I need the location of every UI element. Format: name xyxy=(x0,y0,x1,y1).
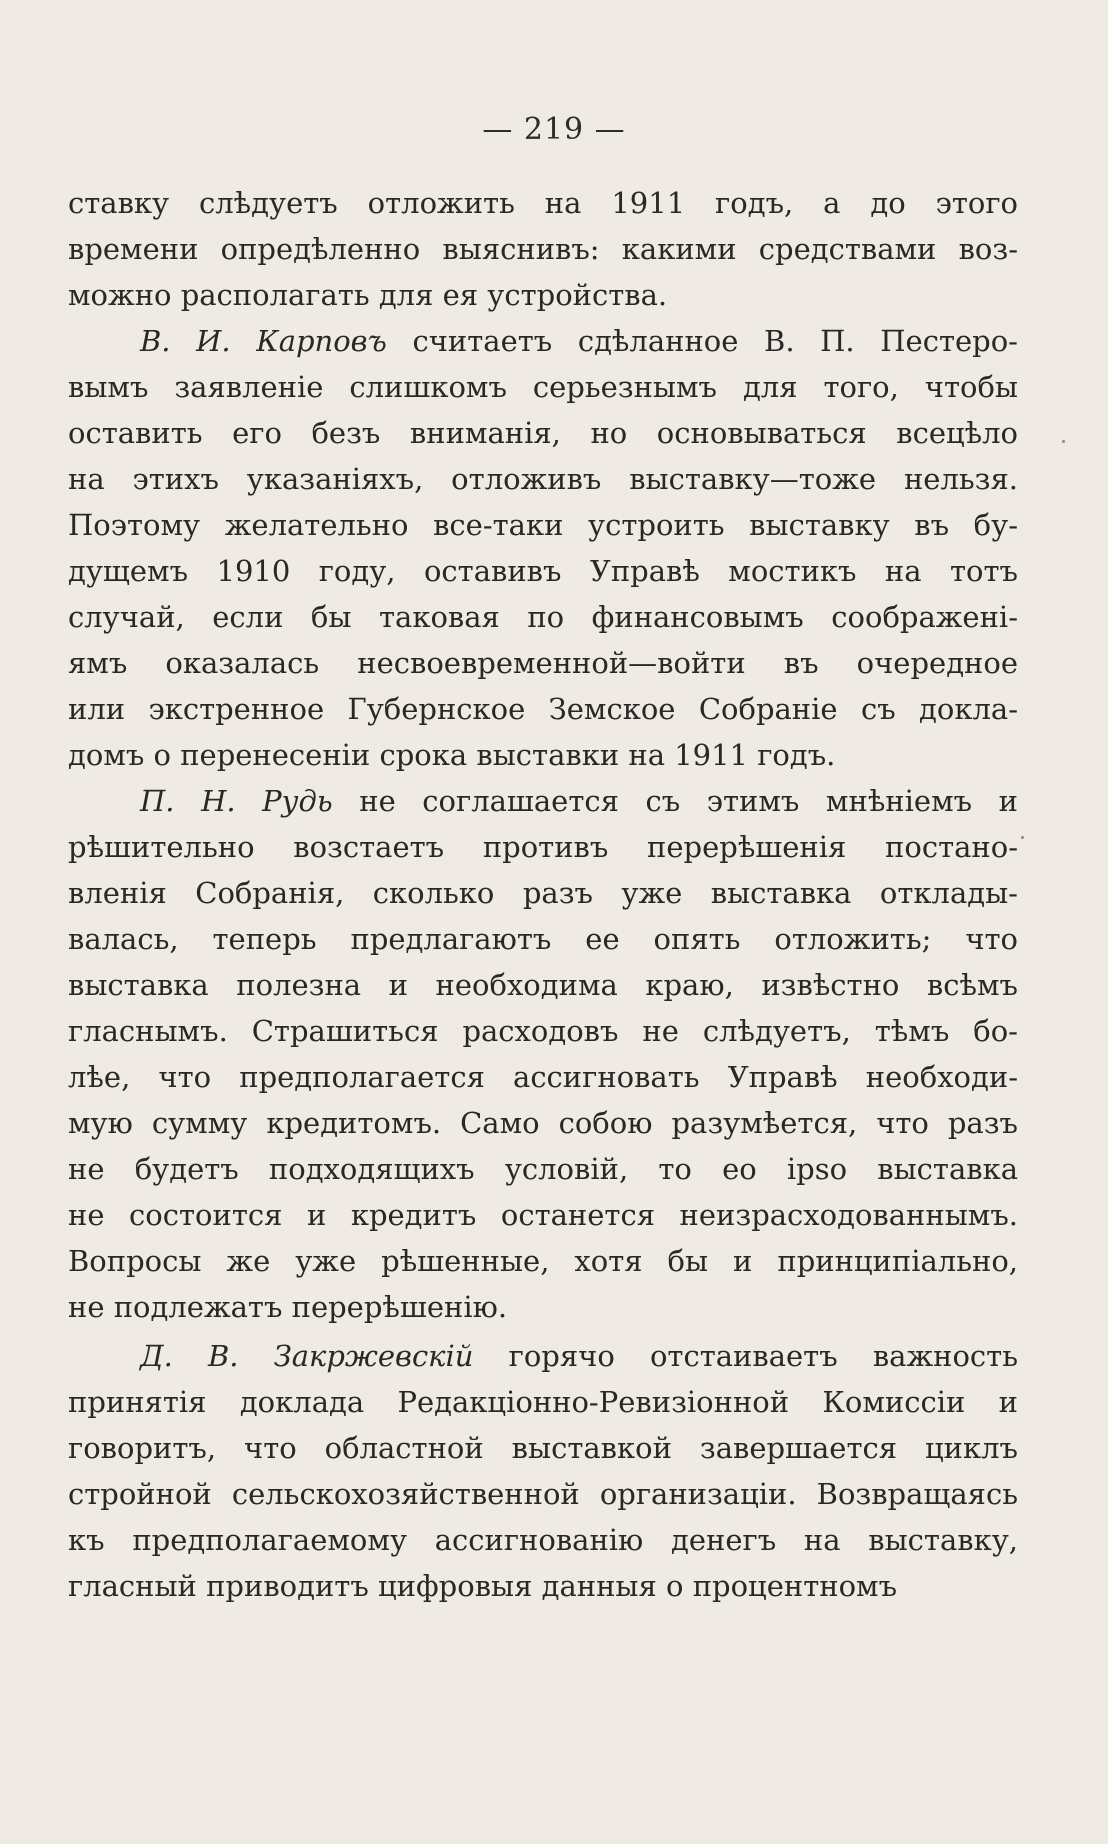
text-line: домъ о перенесеніи срока выставки на 1911 годъ. xyxy=(68,738,836,772)
speaker-name: П. Н. Рудь xyxy=(140,784,333,818)
text-line: Поэтому желательно все-таки устроить выставку въ бу- xyxy=(68,508,1018,542)
text-line: можно располагать для ея устройства. xyxy=(68,278,668,312)
text-line: выставка полезна и необходима краю, извѣстно всѣмъ xyxy=(68,968,1018,1002)
text-line: гласнымъ. Страшиться расходовъ не слѣдуетъ, тѣмъ бо- xyxy=(68,1014,1018,1048)
text-line: оставить его безъ вниманія, но основываться всецѣло xyxy=(68,416,1018,450)
paper-speck xyxy=(1062,440,1065,443)
text-line: случай, если бы таковая по финансовымъ соображені- xyxy=(68,600,1018,634)
paragraph-first-line xyxy=(68,318,1018,364)
text-line: ставку слѣдуетъ отложить на 1911 годъ, а до этого xyxy=(68,186,1018,220)
text-line: не будетъ подходящихъ условій, то eo ipso выставка xyxy=(68,1152,1018,1186)
text-span: горячо отстаиваетъ важность xyxy=(473,1339,1018,1373)
text-line: ямъ оказалась несвоевременной—войти въ очередное xyxy=(68,646,1018,680)
text-line: гласный приводитъ цифровыя данныя о процентномъ xyxy=(68,1569,898,1603)
text-line: рѣшительно возстаетъ противъ перерѣшенія постано- xyxy=(68,830,1018,864)
text-span: не соглашается съ этимъ мнѣніемъ и xyxy=(332,784,1018,818)
text-line: вымъ заявленіе слишкомъ серьезнымъ для того, чтобы xyxy=(68,370,1018,404)
text-line: принятія доклада Редакціонно-Ревизіонной Комиссіи и xyxy=(68,1385,1018,1419)
paragraph-first-line xyxy=(68,778,1018,824)
text-line: лѣе, что предполагается ассигновать Управѣ необходи- xyxy=(68,1060,1018,1094)
text-line: не подлежатъ перерѣшенію. xyxy=(68,1290,508,1324)
text-line: къ предполагаемому ассигнованію денегъ на выставку, xyxy=(68,1523,1018,1557)
text-line: стройной сельскохозяйственной организаціи. Возвращаясь xyxy=(68,1477,1018,1511)
text-line: мую сумму кредитомъ. Само собою разумѣется, что разъ xyxy=(68,1106,1018,1140)
text-line: не состоится и кредитъ останется неизрасходованнымъ. xyxy=(68,1198,1018,1232)
text-line: говоритъ, что областной выставкой завершается циклъ xyxy=(68,1431,1018,1465)
text-line: вленія Собранія, сколько разъ уже выставка отклады- xyxy=(68,876,1018,910)
text-span: считаетъ сдѣланное В. П. Пестеро- xyxy=(386,324,1018,358)
page-number: — 219 — xyxy=(482,112,626,147)
text-line: на этихъ указаніяхъ, отложивъ выставку—тоже нельзя. xyxy=(68,462,1018,496)
speaker-name: Д. В. Закржевскій xyxy=(140,1339,474,1373)
text-line: Вопросы же уже рѣшенные, хотя бы и принципіально, xyxy=(68,1244,1018,1278)
text-line: валась, теперь предлагаютъ ее опять отложить; что xyxy=(68,922,1018,956)
text-line: времени опредѣленно выяснивъ: какими средствами воз- xyxy=(68,232,1018,266)
text-line: или экстренное Губернское Земское Собраніе съ доклa- xyxy=(68,692,1018,726)
body-text xyxy=(68,180,1018,1609)
paragraph-first-line xyxy=(68,1333,1018,1379)
speaker-name: В. И. Карповъ xyxy=(140,324,387,358)
text-line: дущемъ 1910 году, оставивъ Управѣ мостикъ на тотъ xyxy=(68,554,1018,588)
paper-speck xyxy=(1021,836,1024,839)
